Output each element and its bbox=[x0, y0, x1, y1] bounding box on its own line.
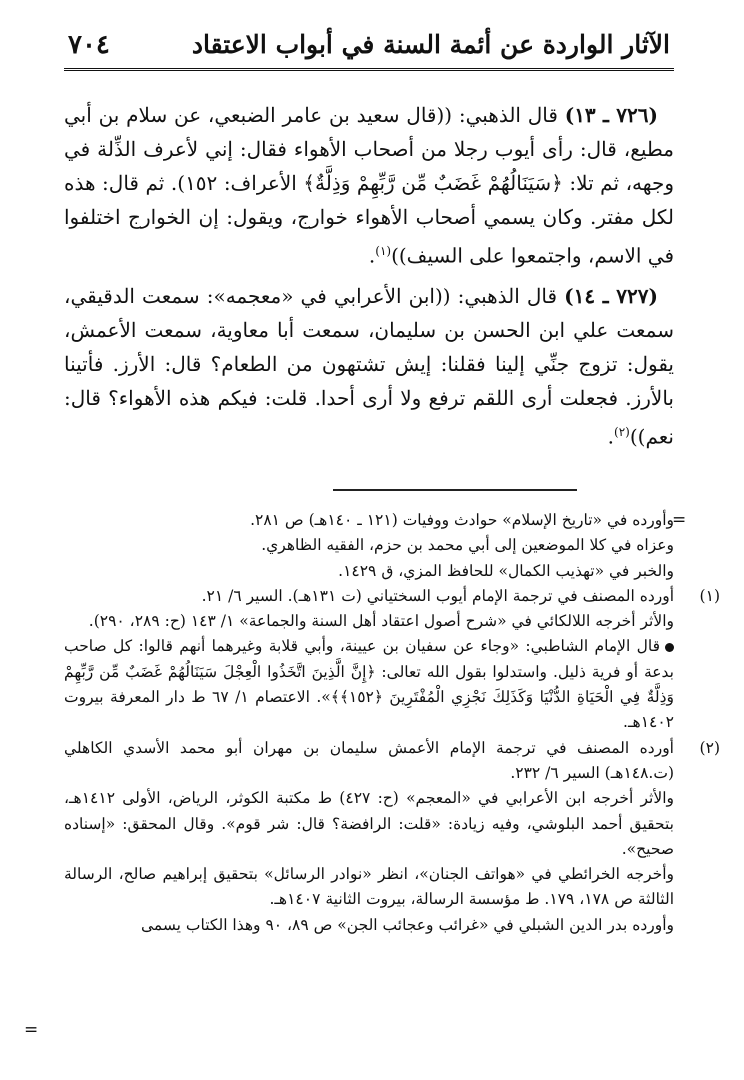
footnotes bbox=[64, 508, 720, 938]
footnote-label: (١) bbox=[699, 586, 720, 605]
footnote-separator bbox=[333, 489, 577, 491]
continuation-mark: = bbox=[672, 510, 687, 530]
main-text bbox=[64, 98, 674, 453]
footnote-ref: (١) bbox=[375, 244, 392, 258]
item-number: (٧٢٧ ـ ١٤) bbox=[564, 283, 658, 308]
footnote-line: والخبر في «تهذيب الكمال» للحافظ المزي، ق ١٤٢٩. bbox=[338, 561, 674, 580]
page-number: ٧٠٤ bbox=[68, 30, 110, 60]
footnote-1 bbox=[64, 584, 720, 736]
footnote-line: والأثر أخرجه اللالكائي في «شرح أصول اعتقاد أهل السنة والجماعة» ١/ ١٤٣ (ح: ٢٨٩، ٢٩٠). bbox=[88, 612, 674, 631]
footnote-line: وأخرجه الخرائطي في «هواتف الجنان»، انظر «نوادر الرسائل» بتحقيق إبراهيم صالح، الرسالة الثالثة ص ١٧٨، ١٧٩. ط مؤسسة الرسالة، بيروت الثانية ١٤٠٧هـ. bbox=[64, 865, 674, 909]
footnote-ref: (٢) bbox=[614, 424, 630, 439]
narration-727: (٧٢٧ ـ ١٤) قال الذهبي: ((ابن الأعرابي في «معجمه»: سمعت الدقيقي، سمعت علي ابن الحسن بن سليمان، سمعت أبا معاوية، سمعت الأعمش، يقول: تزوج جنِّي إلينا فقلنا: إيش تشتهون من الطعام؟ قال: الأرز. فأتينا بالأرز. فجعلت أرى اللقم ترفع ولا أرى أحدا. قلت: فيكم هذه الأهواء؟ قال: نعم))$^{(٢)}$. bbox=[64, 283, 674, 449]
narration-text: قال الذهبي: ((قال سعيد بن عامر الضبعي، عن سلام بن أبي مطيع، قال: رأى أيوب رجلا من أصحاب الأهواء فقال: إني لأعرف الذِّلة في وجهه، ثم تلا: ﴿سَيَنَالُهُمْ غَضَبٌ مِّن رَّبِّهِمْ وَذِلَّةٌ﴾ الأعراف: ١٥٢). ثم قال: هذه لكل مفتر. وكان يسمي أصحاب الأهواء خوارج، ويقول: إن الخوارج اختلفوا في الاسم، واجتمعوا على السيف)) bbox=[64, 103, 674, 268]
footnote-continuation bbox=[64, 508, 674, 584]
narration-726: (٧٢٦ ـ ١٣) قال الذهبي: ((قال سعيد بن عامر الضبعي، عن سلام بن أبي مطيع، قال: رأى أيوب رجلا من أصحاب الأهواء فقال: إني لأعرف الذِّلة في وجهه، ثم تلا: ﴿سَيَنَالُهُمْ غَضَبٌ مِّن رَّبِّهِمْ وَذِلَّةٌ﴾ الأعراف: ١٥٢). ثم قال: هذه لكل مفتر. وكان يسمي أصحاب الأهواء خوارج، ويقول: إن الخوارج اختلفوا في الاسم، واجتمعوا على السيف))$^{(١)}$. bbox=[64, 103, 674, 268]
bullet-text: قال الإمام الشاطبي: «وجاء عن سفيان بن عيينة، وأبي قلابة وغيرهما أنهم قالوا: كل صاحب بدعة أو فرية ذليل. واستدلوا بقول الله تعالى: ﴿إِنَّ الَّذِينَ اتَّخَذُوا الْعِجْلَ سَيَنَالُهُمْ غَضَبٌ مِّن رَّبِّهِمْ وَذِلَّةٌ فِي الْحَيَاةِ الدُّنْيَا وَكَذَلِكَ نَجْزِي الْمُفْتَرِينَ ﴿١٥٢﴾﴾». الاعتصام ١/ ٦٧ ط دار المعرفة بيروت ١٤٠٢هـ. bbox=[64, 637, 674, 732]
footnote-line: وأورده بدر الدين الشبلي في «غرائب وعجائب الجن» ص ٨٩، ٩٠ وهذا الكتاب يسمى bbox=[140, 915, 674, 934]
footnote-line: أورده المصنف في ترجمة الإمام الأعمش سليمان بن مهران أبو محمد الأسدي الكاهلي (ت.١٤٨هـ) السير ٦/ ٢٣٢. bbox=[64, 738, 674, 782]
item-number: (٧٢٦ ـ ١٣) bbox=[564, 103, 658, 127]
narration-text: قال الذهبي: ((ابن الأعرابي في «معجمه»: سمعت الدقيقي، سمعت علي ابن الحسن بن سليمان، سمعت أبا معاوية، سمعت الأعمش، يقول: تزوج جنِّي إلينا فقلنا: إيش تشتهون من الطعام؟ قال: الأرز. فأتينا بالأرز. فجعلت أرى اللقم ترفع ولا أرى أحدا. قلت: فيكم هذه الأهواء؟ قال: نعم)) bbox=[64, 283, 674, 449]
footnote-label: (٢) bbox=[699, 738, 720, 757]
bullet-paragraph bbox=[64, 634, 674, 735]
footnote-line: وعزاه في كلا الموضعين إلى أبي محمد بن حزم، الفقيه الظاهري. bbox=[261, 536, 674, 555]
end-continuation-mark: = bbox=[24, 1020, 39, 1040]
footnote-line: والأثر أخرجه ابن الأعرابي في «المعجم» (ح: ٤٢٧) ط مكتبة الكوثر، الرياض، الأولى ١٤١٢هـ، بتحقيق أحمد البلوشي، وفيه زيادة: «قلت: الرافضة؟ قال: شر قوم». وقال المحقق: «إسناده صحيح». bbox=[64, 789, 674, 858]
running-header bbox=[64, 30, 674, 71]
bullet-icon bbox=[665, 643, 674, 652]
footnote-line: أورده المصنف في ترجمة الإمام أيوب السختياني (ت ١٣١هـ). السير ٦/ ٢١. bbox=[201, 586, 674, 605]
footnote-2 bbox=[64, 736, 720, 938]
footnote-line: وأورده في «تاريخ الإسلام» حوادث ووفيات (١٢١ ـ ١٤٠هـ) ص ٢٨١. bbox=[250, 511, 674, 529]
running-title: الآثار الواردة عن أئمة السنة في أبواب الاعتقاد bbox=[191, 30, 670, 59]
